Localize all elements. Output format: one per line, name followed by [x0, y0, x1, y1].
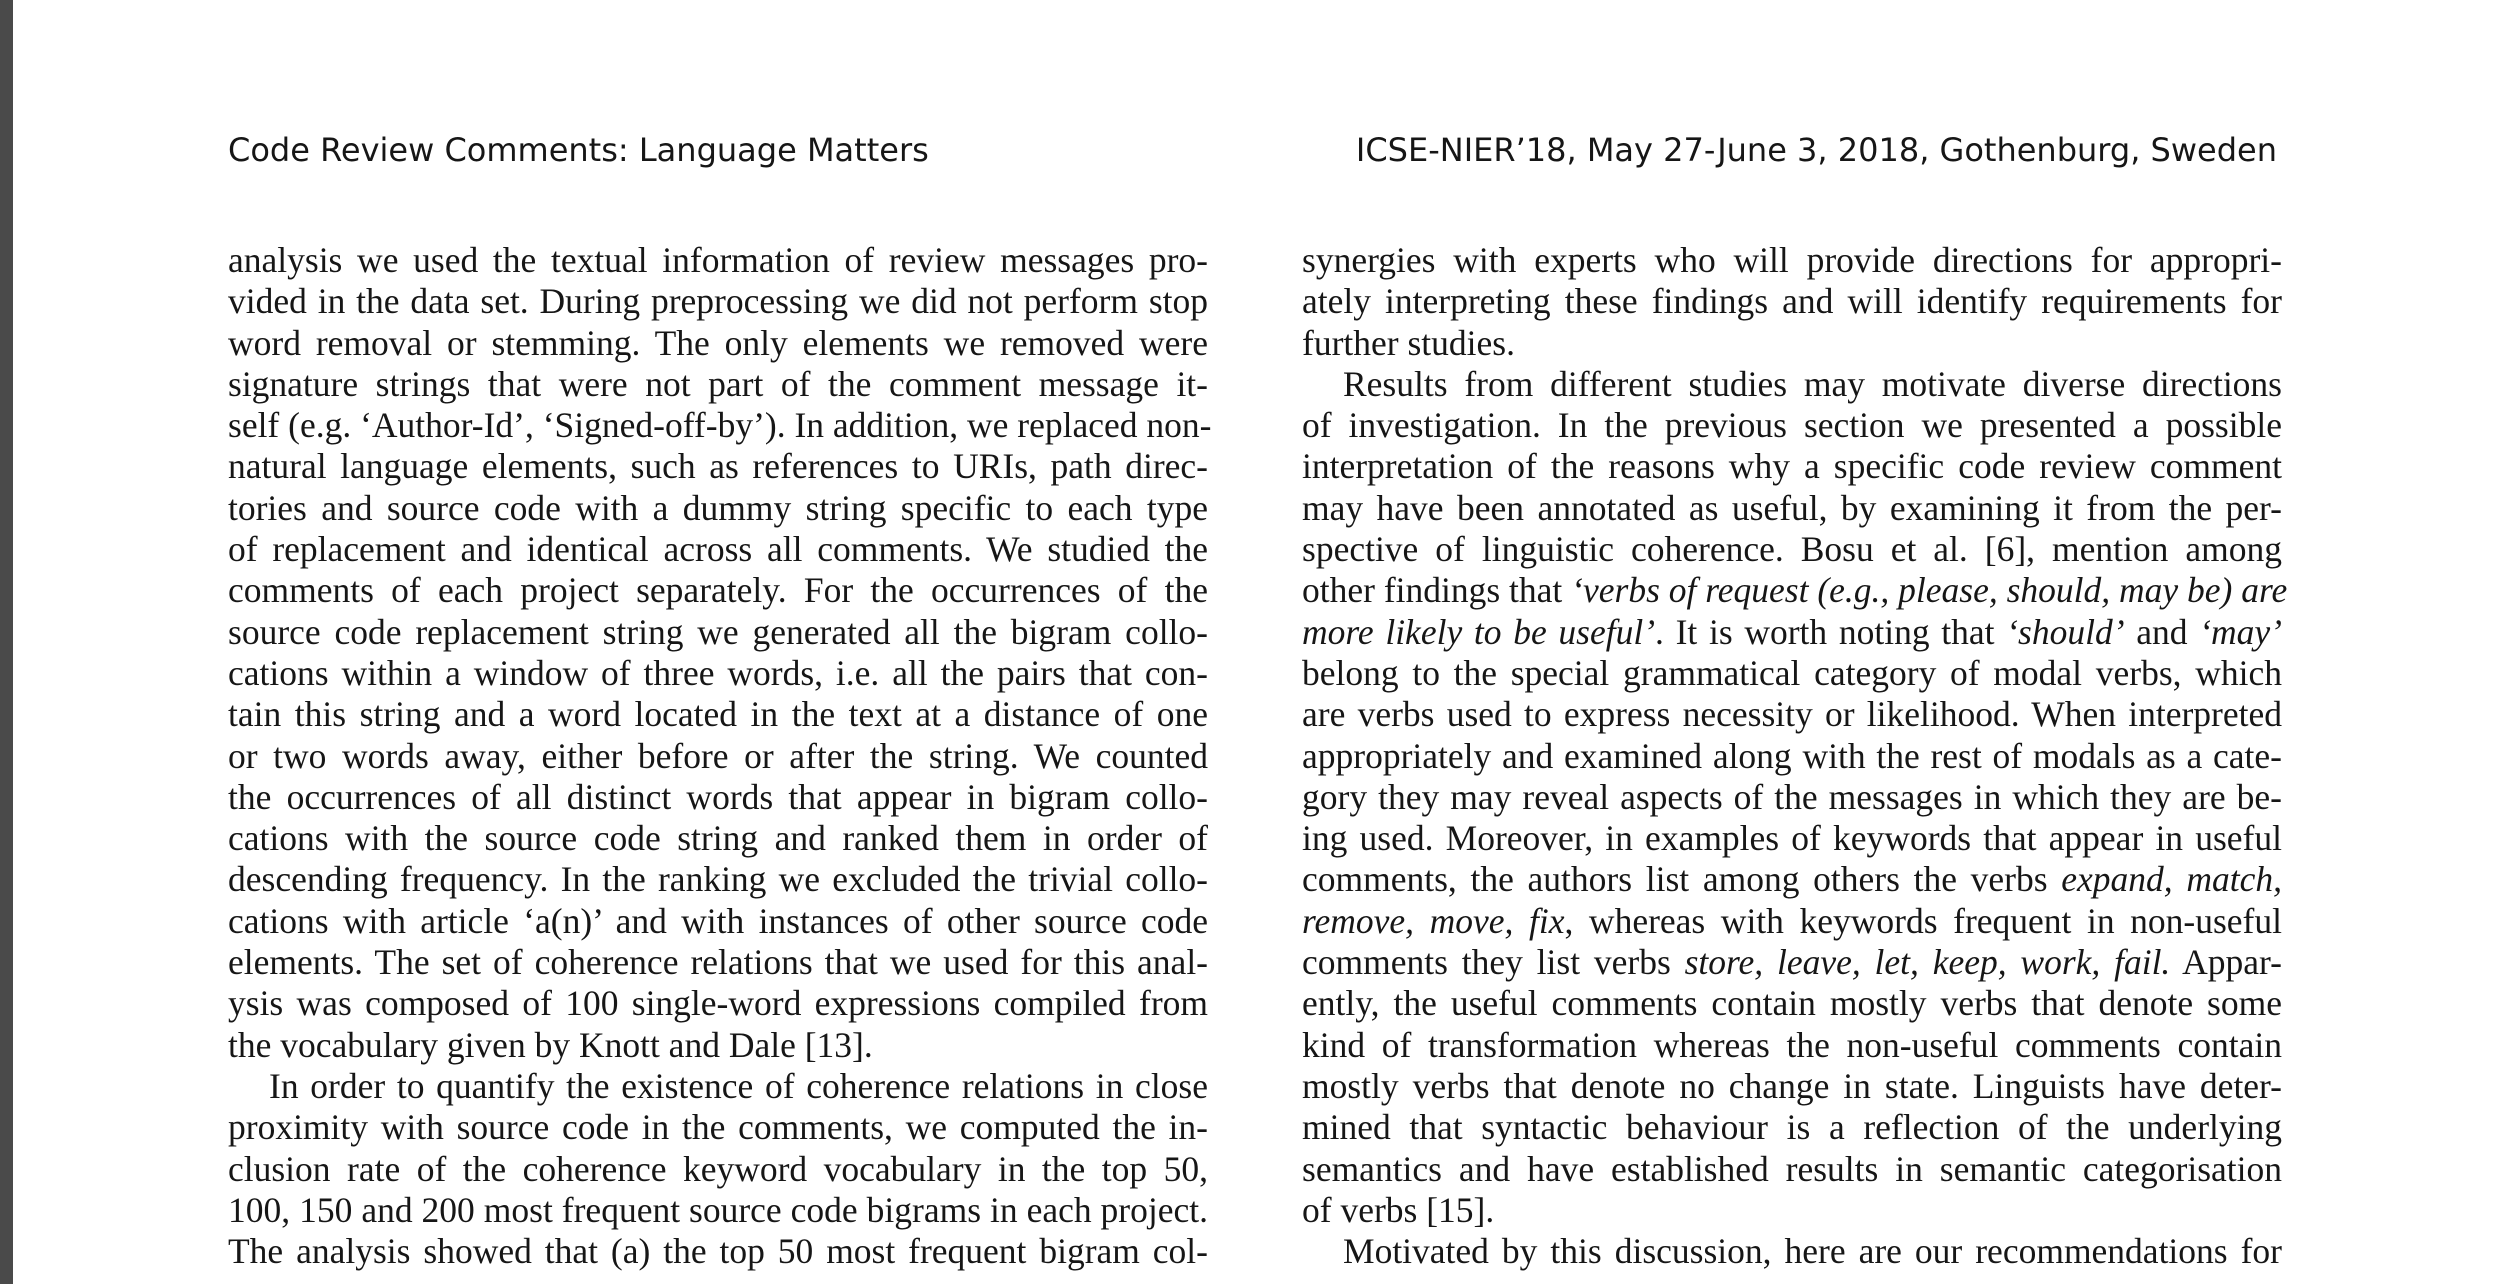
text-run: comments they list verbs	[1302, 942, 1685, 983]
text-line: of investigation. In the previous section we presented a possible	[1302, 405, 2282, 446]
paragraph-first-line: Motivated by this discussion, here are our recommendations for	[1343, 1231, 2282, 1272]
text-line: synergies with experts who will provide directions for appropri-	[1302, 240, 2282, 280]
text-line: of replacement and identical across all comments. We studied the	[228, 529, 1208, 570]
text-line: 100, 150 and 200 most frequent source code bigrams in each project.	[228, 1189, 1208, 1230]
quote-italic: ‘may’	[2199, 611, 2282, 652]
text-line: mostly verbs that denote no change in state. Linguists have deter-	[1302, 1065, 2282, 1106]
text-line: semantics and have established results in semantic categorisation	[1302, 1148, 2282, 1189]
text-line	[1302, 942, 2282, 983]
text-run: and	[2124, 611, 2200, 652]
text-line: descending frequency. In the ranking we excluded the trivial collo-	[228, 859, 1208, 900]
text-line: self (e.g. ‘Author-Id’, ‘Signed-off-by’). In addition, we replaced non-	[228, 405, 1212, 446]
verb-list-italic: store, leave, let, keep, work, fail.	[1684, 942, 2171, 983]
text-line: ently, the useful comments contain mostly verbs that denote some	[1302, 983, 2282, 1024]
viewer-left-edge	[0, 0, 13, 1284]
text-line: proximity with source code in the comments, we computed the in-	[228, 1107, 1208, 1148]
text-line: interpretation of the reasons why a specific code review comment	[1302, 446, 2282, 487]
quote-italic: more likely to be useful’	[1302, 611, 1656, 652]
text-run: , whereas with keywords frequent in non-useful	[1564, 900, 2282, 941]
text-line: cations with the source code string and ranked them in order of	[228, 818, 1208, 859]
text-line: signature strings that were not part of the comment message it-	[228, 363, 1208, 404]
quote-italic: ‘verbs of request (e.g., please, should, may be) are	[1571, 570, 2288, 611]
text-line: ately interpreting these findings and will identify requirements for	[1302, 281, 2282, 322]
text-line: comments of each project separately. For the occurrences of the	[228, 570, 1208, 611]
verb-list-italic: remove, move, fix	[1302, 900, 1565, 941]
text-run: comments, the authors list among others the verbs	[1302, 859, 2062, 900]
right-column	[1302, 240, 2288, 1272]
text-line	[1302, 570, 2288, 611]
text-line: are verbs used to express necessity or likelihood. When interpreted	[1302, 694, 2282, 735]
text-line: ysis was composed of 100 single-word expressions compiled from	[228, 983, 1208, 1024]
paragraph-first-line: In order to quantify the existence of coherence relations in close	[269, 1065, 1208, 1106]
text-line: source code replacement string we generated all the bigram collo-	[228, 611, 1208, 652]
verb-list-italic: expand, match,	[2061, 859, 2282, 900]
text-line: word removal or stemming. The only elements we removed were	[228, 322, 1208, 363]
text-line: appropriately and examined along with the rest of modals as a cate-	[1302, 735, 2282, 776]
running-header-venue: ICSE-NIER’18, May 27-June 3, 2018, Gothenburg, Sweden	[1355, 131, 2277, 169]
text-line: vided in the data set. During preprocessing we did not perform stop	[228, 281, 1208, 322]
text-line: elements. The set of coherence relations that we used for this anal-	[228, 942, 1208, 983]
text-line: cations with article ‘a(n)’ and with instances of other source code	[228, 900, 1208, 941]
text-line: clusion rate of the coherence keyword vocabulary in the top 50,	[228, 1148, 1208, 1189]
text-line: tories and source code with a dummy string specific to each type	[228, 487, 1208, 528]
text-line: further studies.	[1302, 322, 1515, 363]
text-line: mined that syntactic behaviour is a reflection of the underlying	[1302, 1107, 2282, 1148]
text-line: of verbs [15].	[1302, 1189, 1495, 1230]
text-line: may have been annotated as useful, by examining it from the per-	[1302, 487, 2282, 528]
text-line: the vocabulary given by Knott and Dale [13].	[228, 1024, 873, 1065]
text-line	[1302, 612, 2282, 653]
text-line: belong to the special grammatical category of modal verbs, which	[1302, 652, 2282, 693]
text-line	[1302, 859, 2282, 900]
text-run: . It is worth noting that	[1655, 611, 2007, 652]
text-line: or two words away, either before or after the string. We counted	[228, 735, 1208, 776]
text-line: natural language elements, such as references to URIs, path direc-	[228, 446, 1208, 487]
text-line: gory they may reveal aspects of the messages in which they are be-	[1302, 776, 2282, 817]
text-run: Appar-	[2170, 942, 2282, 983]
left-column	[228, 240, 1212, 1272]
text-line: the occurrences of all distinct words that appear in bigram collo-	[228, 776, 1208, 817]
text-line: tain this string and a word located in the text at a distance of one	[228, 694, 1208, 735]
running-header-title: Code Review Comments: Language Matters	[228, 131, 929, 169]
text-line: The analysis showed that (a) the top 50 most frequent bigram col-	[228, 1231, 1208, 1272]
text-line: spective of linguistic coherence. Bosu et al. [6], mention among	[1302, 529, 2282, 570]
quote-italic: ‘should’	[2006, 611, 2125, 652]
text-line: cations within a window of three words, i.e. all the pairs that con-	[228, 652, 1208, 693]
text-line: kind of transformation whereas the non-useful comments contain	[1302, 1024, 2282, 1065]
text-run: other findings that	[1302, 570, 1572, 611]
text-line	[1302, 901, 2282, 942]
text-line: analysis we used the textual information of review messages pro-	[228, 240, 1208, 280]
text-line: ing used. Moreover, in examples of keywords that appear in useful	[1302, 818, 2282, 859]
paragraph-first-line: Results from different studies may motivate diverse directions	[1343, 363, 2282, 404]
